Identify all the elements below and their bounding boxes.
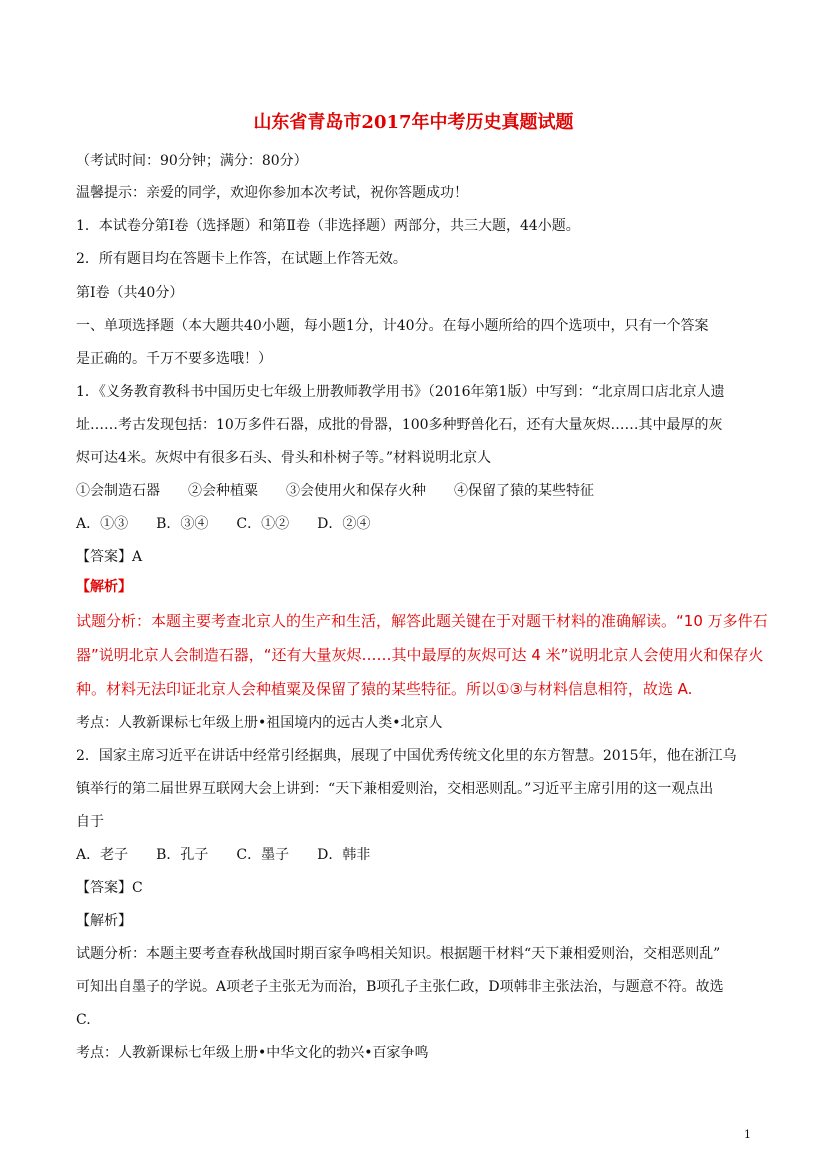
- q1-answer: 【答案】A: [76, 549, 143, 565]
- q2-stem-line-1: 2．国家主席习近平在讲话中经常引经据典，展现了中国优秀传统文化里的东方智慧。2015年，他在浙江乌: [76, 748, 737, 764]
- q2-analysis-label: 【解析】: [76, 913, 132, 929]
- section-instruction-line-1: 一、单项选择题（本大题共40小题，每小题1分，计40分。在每小题所给的四个选项中，只有一个答案: [76, 318, 709, 334]
- exam-info: （考试时间：90分钟；满分：80分）: [76, 153, 308, 169]
- page-number: 1: [744, 1128, 751, 1141]
- q2-analysis-line-2: 可知出自墨子的学说。A项老子主张无为而治，B项孔子主张仁政，D项韩非主张法治，与题意不符。故选: [76, 979, 724, 995]
- q2-stem-line-3: 自于: [76, 814, 104, 830]
- q1-analysis-label: 【解析】: [76, 579, 132, 595]
- q1-stem-line-3: 烬可达4米。灰烬中有很多石头、骨头和朴树子等。”材料说明北京人: [76, 450, 492, 466]
- q1-stem-line-1: 1．《义务教育教科书中国历史七年级上册教师教学用书》（2016年第1版）中写到：“北京周口店北京人遗: [76, 384, 725, 400]
- q1-kaodian: 考点：人教新课标七年级上册•祖国境内的远古人类•北京人: [76, 715, 443, 731]
- note-1: 1．本试卷分第Ⅰ卷（选择题）和第Ⅱ卷（非选择题）两部分，共三大题，44小题。: [76, 218, 580, 234]
- q2-analysis-line-3: C.: [76, 1012, 91, 1028]
- q2-answer: 【答案】C: [76, 880, 143, 896]
- q1-statements: ①会制造石器 ②会种植粟 ③会使用火和保存火种 ④保留了猿的某些特征: [76, 483, 594, 499]
- q1-stem-line-2: 址……考古发现包括：10万多件石器，成批的骨器，100多种野兽化石，还有大量灰烬……其中最厚的灰: [76, 417, 723, 433]
- q1-analysis-line-1: 试题分析：本题主要考查北京人的生产和生活，解答此题关键在于对题干材料的准确解读。“10 万多件石: [76, 612, 768, 630]
- tip-text: 温馨提示：亲爱的同学，欢迎你参加本次考试，祝你答题成功！: [76, 185, 468, 201]
- page-title: 山东省青岛市2017年中考历史真题试题: [253, 112, 574, 133]
- note-2: 2．所有题目均在答题卡上作答，在试题上作答无效。: [76, 251, 407, 267]
- q1-options: A．①③ B．③④ C．①② D．②④: [76, 516, 371, 532]
- q2-kaodian: 考点：人教新课标七年级上册•中华文化的勃兴•百家争鸣: [76, 1045, 429, 1061]
- section-title: 第Ⅰ卷（共40分）: [76, 285, 184, 301]
- q2-stem-line-2: 镇举行的第二届世界互联网大会上讲到：“天下兼相爱则治，交相恶则乱。”习近平主席引用的这一观点出: [76, 781, 714, 797]
- q2-analysis-line-1: 试题分析：本题主要考查春秋战国时期百家争鸣相关知识。根据题干材料“天下兼相爱则治，交相恶则乱”: [76, 946, 721, 962]
- section-instruction-line-2: 是正确的。千万不要多选哦！）: [76, 351, 272, 367]
- q1-analysis-line-3: 种。材料无法印证北京人会种植粟及保留了猿的某些特征。所以①③与材料信息相符，故选 A.: [76, 680, 693, 698]
- q1-analysis-line-2: 器”说明北京人会制造石器，“还有大量灰烬……其中最厚的灰烬可达 4 米”说明北京人会使用火和保存火: [76, 646, 764, 664]
- q2-options: A．老子 B．孔子 C．墨子 D．韩非: [76, 847, 371, 863]
